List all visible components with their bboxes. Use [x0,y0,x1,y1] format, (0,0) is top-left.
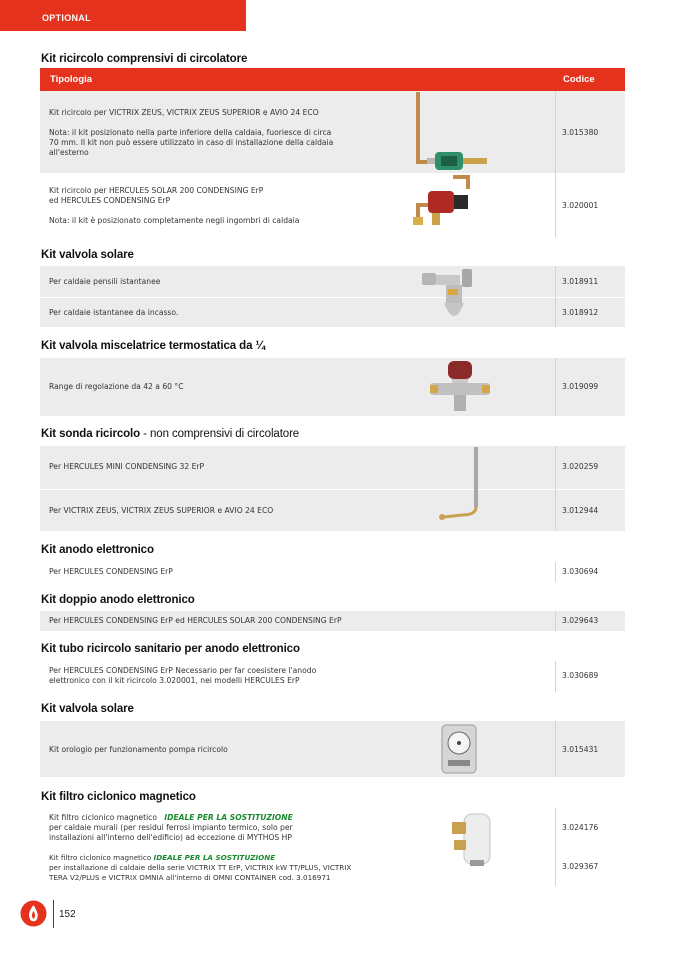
heading-kit-valvola-solare: Kit valvola solare [41,249,134,261]
row-text: ed HERCULES CONDENSING ErP [49,196,171,205]
footer-divider [53,900,54,928]
row-text: Range di regolazione da 42 a 60 °C [49,382,184,391]
row-text: installazioni all'interno dell'edificio) ad eccezione di MYTHOS HP [49,833,292,842]
row-text: Per VICTRIX ZEUS, VICTRIX ZEUS SUPERIOR e AVIO 24 ECO [49,506,274,515]
table-header-type: Tipologia [50,74,93,85]
row-text: per caldaie murali (per residui ferrosi impianto termico, solo per [49,823,293,832]
page-number: 152 [59,909,76,920]
row-code: 3.024176 [562,823,599,832]
column-divider [555,661,556,692]
heading-kit-ricircolo: Kit ricircolo comprensivi di circolatore [41,53,248,65]
heading-kit-tubo-ricircolo: Kit tubo ricircolo sanitario per anodo elettronico [41,643,300,655]
heading-bold: Kit sonda ricircolo [41,428,141,440]
row-text: all'esterno [49,148,89,157]
heading-kit-doppio-anodo: Kit doppio anodo elettronico [41,594,195,606]
recirculation-kit-image [408,175,488,235]
heading-light: - non comprensivi di circolatore [140,428,300,440]
row-text: TERA V2/PLUS e VICTRIX OMNIA all'interno di OMNI CONTAINER cod. 3.016971 [49,873,331,882]
column-divider [555,446,556,531]
row-text [49,813,293,823]
row-code: 3.019099 [562,382,599,391]
highlight-tag: IDEALE PER LA SOSTITUZIONE [153,853,276,862]
magnetic-filter-image [450,810,496,870]
brand-logo-icon [20,900,47,927]
solar-valve-image [420,267,480,327]
row-text: Per caldaie pensili istantanee [49,277,161,286]
column-divider [555,266,556,327]
timer-clock-image [440,723,480,775]
row-text: Per HERCULES MINI CONDENSING 32 ErP [49,462,205,471]
row-lead: Kit filtro ciclonico magnetico [49,813,158,822]
row-code: 3.018912 [562,308,599,317]
row-text: Per HERCULES CONDENSING ErP [49,567,173,576]
column-divider [555,562,556,582]
table-header-code: Codice [563,74,595,85]
row-code: 3.015431 [562,745,599,754]
section-tab-label: OPTIONAL [42,13,91,23]
column-divider [555,808,556,886]
row-lead: Kit filtro ciclonico magnetico [49,853,152,862]
row-text: elettronico con il kit ricircolo 3.020001, nei modelli HERCULES ErP [49,676,300,685]
row-code: 3.029643 [562,616,599,625]
row-code: 3.030694 [562,567,599,576]
section-tab [0,0,246,31]
row-code: 3.012944 [562,506,599,515]
row-text [49,853,275,863]
table-header [40,68,625,91]
recirculation-kit-image [405,92,495,172]
heading-kit-valvola-solare-2: Kit valvola solare [41,703,134,715]
row-code: 3.015380 [562,128,599,137]
recirculation-probe-image [432,447,492,529]
row-text: Per caldaie istantanee da incasso. [49,308,179,317]
row-code: 3.029367 [562,862,599,871]
highlight-tag: IDEALE PER LA SOSTITUZIONE [164,813,293,822]
row-code: 3.020001 [562,201,599,210]
column-divider [555,611,556,631]
row-code: 3.030689 [562,671,599,680]
row-text: Kit ricircolo per HERCULES SOLAR 200 CONDENSING ErP [49,186,264,195]
row-text: per installazione di caldaie della serie VICTRIX TT ErP, VICTRIX kW TT/PLUS, VICTRIX [49,863,352,872]
row-text: Nota: il kit è posizionato completamente negli ingombri di caldaia [49,216,300,225]
row-text: Nota: il kit posizionato nella parte inferiore della caldaia, fuoriesce di circa [49,128,332,137]
mixing-valve-image [428,359,494,415]
row-code: 3.020259 [562,462,599,471]
row-text: 70 mm. Il kit non può essere utilizzato in caso di installazione della caldaia [49,138,334,147]
heading-kit-sonda-ricircolo [41,428,299,440]
heading-kit-filtro-ciclonico: Kit filtro ciclonico magnetico [41,791,196,803]
row-text: Per HERCULES CONDENSING ErP Necessario per far coesistere l'anodo [49,666,317,675]
row-text: Kit ricircolo per VICTRIX ZEUS, VICTRIX ZEUS SUPERIOR e AVIO 24 ECO [49,108,319,117]
row-text: Per HERCULES CONDENSING ErP ed HERCULES SOLAR 200 CONDENSING ErP [49,616,342,625]
column-divider [555,91,556,237]
heading-kit-anodo: Kit anodo elettronico [41,544,154,556]
row-code: 3.018911 [562,277,599,286]
heading-kit-valvola-miscelatrice: Kit valvola miscelatrice termostatica da ¼ [41,340,265,352]
row-text: Kit orologio per funzionamento pompa ricircolo [49,745,228,754]
column-divider [555,358,556,416]
column-divider [555,721,556,777]
